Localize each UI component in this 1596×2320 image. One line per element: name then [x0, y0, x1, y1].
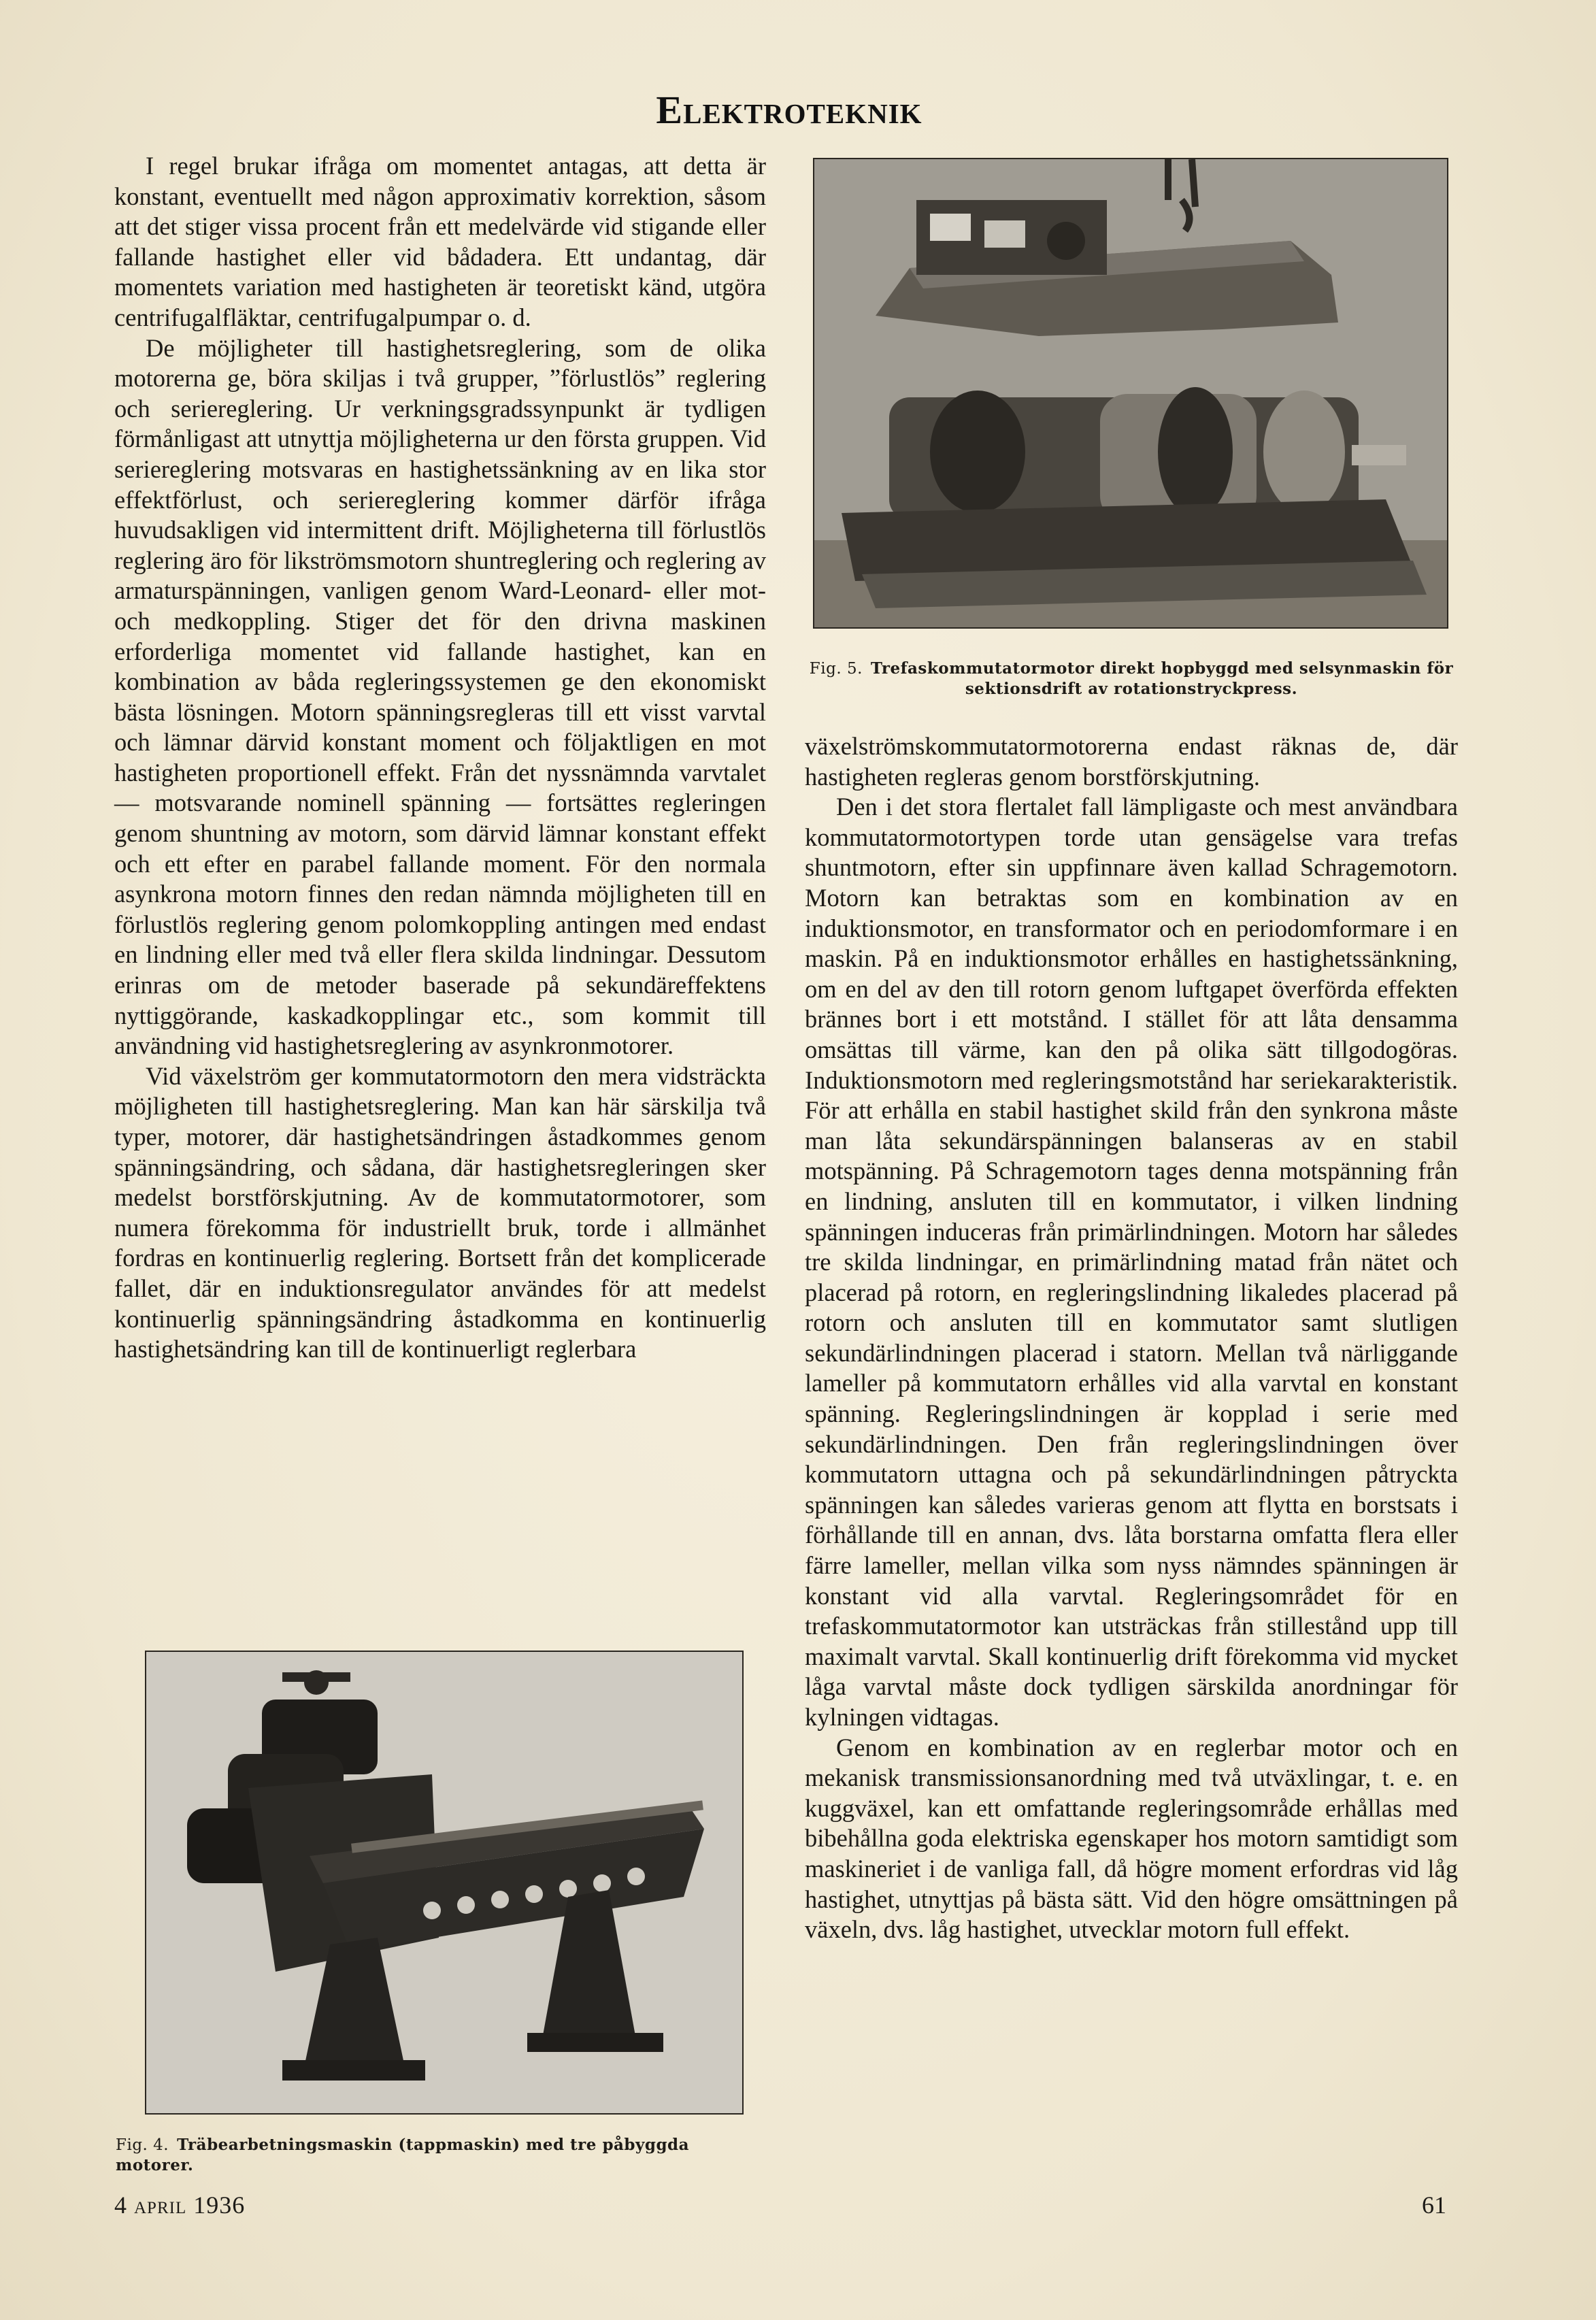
woodworking-machine-illustration: [146, 1652, 742, 2113]
left-text-column: [114, 151, 766, 1365]
figure-4-photo: [145, 1651, 744, 2115]
paragraph: Genom en kombination av en reglerbar motor och en mekanisk transmissionsanordning med två utväxlingar, t. e. en kuggväxel, kan ett omfattande regleringsområde erhållas med bibehållna goda elektriska egenskaper hos motorn samtidigt som maskineriet i de vanliga fall, då högre moment erfordras vid låg hastighet, utnyttjas på bästa sätt. Vid den högre omsättningen på växeln, dvs. låg hastighet, utvecklar motorn full effekt.: [805, 1733, 1458, 1944]
paragraph: I regel brukar ifråga om momentet antagas, att detta är konstant, eventuellt med någon approximativ korrektion, såsom att det stiger vissa procent från ett medelvärde vid stigande eller fallande hastighet eller vid bådadera. Ett undantag, där momentets variation med hastigheten är teoretiskt känd, utgöra centrifugalfläktar, centrifugalpumpar o. d.: [114, 152, 766, 331]
section-title: Elektroteknik: [656, 88, 922, 132]
issue-date: 4 april 1936: [114, 2191, 246, 2219]
paragraph: Vid växelström ger kommutatormotorn den mera vidsträckta möjligheten till hastighetsreglering. Man kan här särskilja två typer, motorer, där hastighetsändringen åstadkommes genom spänningsändring, och sådana, där hastighetsregleringen sker medelst borstförskjutning. Av de kommutatormotorer, som numera förekomma för industriellt bruk, torde i allmänhet fordras en kontinuerlig reglering. Bortsett från det komplicerade fallet, där en induktionsregulator användes för att medelst kontinuerlig spänningsändring åstadkomma en kontinuerlig hastighetsändring kan till de kontinuerligt reglerbara: [114, 1061, 766, 1363]
paragraph: Den i det stora flertalet fall lämpligaste och mest användbara kommutatormotortypen torde utan gensägelse vara trefas shuntmotorn, efter sin uppfinnare även kallad Schragemotorn. Motorn kan betraktas som en kombination av en induktionsmotor, en transformator och en periodomformare i en maskin. På en induktionsmotor erhålles en hastighetssänkning, om en del av den till rotorn genom luftgapet överförda effekten brännes bort i ett motstånd. I stället för att låta densamma omsättas till värme, kan den på olika sätt tillgodogöras. Induktionsmotorn med regleringsmotstånd har seriekarakteristik. För att erhålla en stabil hastighet skild från den synkrona måste man låta sekundärspänningen balanseras av en stabil motspänning. På Schragemotorn tages denna motspänning från en lindning, ansluten till en kommutator, i vilken lindning spänningen induceras från primärlindningen. Motorn har således tre skilda lindningar, en primärlindning matad från nätet och placerad på rotorn, en regleringslindning likaledes placerad på rotorn och ansluten till en kommutator samt slutligen sekundärlindningen placerad i statorn. Mellan två närliggande lameller på kommutatorn erhålles vid alla varvtal en konstant spänning. Regleringslindningen är kopplad i serie med sekundärlindningen. Den från regleringslindningen över kommutatorn uttagna och på sekundärlindningen påtryckta spänningen kan således varieras genom att flytta en borstsats i förhållande till en annan, dvs. låta borstarna omfatta flera eller färre lameller, mellan vilka som nyss nämndes spänningen är konstant vid alla varvtal. Regleringsområdet för en trefaskommutatormotor kan utsträckas från stillestånd upp till maximalt varvtal. Skall kontinuerlig drift förekomma vid mycket låga varvtal måste dock tydligen särskilda anordningar för kylningen vidtagas.: [805, 793, 1458, 1731]
paragraph: De möjligheter till hastighetsreglering, som de olika motorerna ge, böra skiljas i två grupper, ”förlustlös” reglering och seriereglering. Ur verkningsgradssynpunkt är tydligen förmånligast att utnyttja möjligheterna ur den första gruppen. Vid seriereglering motsvaras en hastighetssänkning av en lika stor effektförlust, och seriereglering kommer därför ifråga huvudsakligen vid intermittent drift. Möjligheterna till förlustlös reglering äro för likströmsmotorn shuntreglering och reglering av armaturspänningen, vanligen genom Ward-Leonard- eller mot- och medkoppling. Stiger det för den drivna maskinen erforderliga momentet vid fallande hastighet, kan en kombination av båda regleringssystemen ge den ekonomiskt bästa lösningen. Motorn spänningsregleras till ett visst varvtal och lämnar därvid konstant moment och följaktligen en mot hastigheten proportionell effekt. Från det nyssnämnda varvtalet — motsvarande nominell spänning — fortsättes regleringen genom shuntning av motorn, som därvid lämnar konstant effekt och ett efter en parabel fallande moment. För den normala asynkrona motorn finnes den redan nämnda möjligheten till en förlustlös reglering genom polomkoppling antingen med endast en lindning eller med två eller flera skilda lindningar. Dessutom erinras om de metoder baserade på sekundäreffektens nyttiggörande, kaskadkopplingar etc., som kommit till användning vid hastighetsreglering av asynkronmotorer.: [114, 333, 766, 1060]
right-text-column: [805, 731, 1458, 1945]
figure-4-caption-text: Träbearbetningsmaskin (tappmaskin) med tre påbyggda motorer.: [116, 2136, 690, 2174]
figure-5-caption-text: Trefaskommutatormotor direkt hopbyggd med selsynmaskin för sektionsdrift av rotationstryckpress.: [870, 659, 1454, 698]
paragraph: växelströmskommutatormotorerna endast räknas de, där hastigheten regleras genom borstförskjutning.: [805, 732, 1458, 791]
figure-4-caption: [116, 2135, 769, 2176]
figure-5-photo: [813, 158, 1448, 629]
figure-5-label: Fig. 5.: [809, 660, 863, 678]
page-number: 61: [1422, 2191, 1446, 2219]
motor-photo-illustration: [814, 159, 1447, 627]
figure-5-caption: [805, 659, 1458, 699]
figure-4-label: Fig. 4.: [116, 2136, 169, 2154]
